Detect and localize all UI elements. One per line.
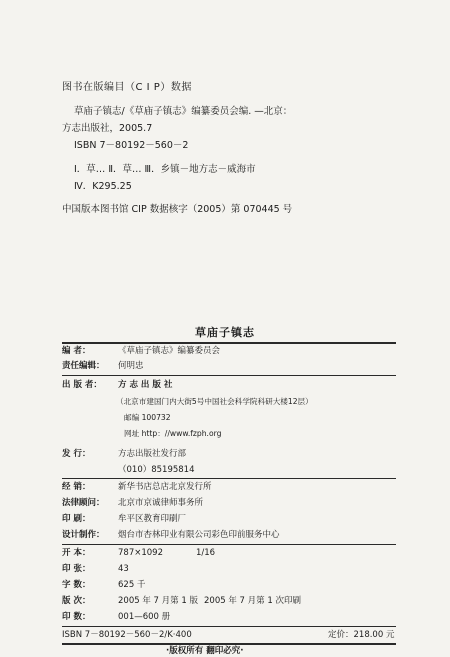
isbn-line: ISBN 7－80192－560－2/K·400 [62,630,192,640]
design-label: 设计制作： [62,530,105,540]
print-run-label: 印 数： [62,612,91,622]
cip-subjects-1: Ⅰ．草… Ⅱ．草… Ⅲ．乡镇－地方志－威海市 [74,164,256,175]
publisher-label: 出 版 者： [62,380,102,390]
rule [62,544,396,545]
cip-subjects-2: Ⅳ．K295.25 [74,181,132,192]
printing-value: 2005 年 7 月第 1 次印刷 [204,596,301,606]
top-rule [62,342,396,344]
cip-line-1: 草庙子镇志/《草庙子镇志》编纂委员会编. —北京： [74,106,293,117]
publisher-value: 方 志 出 版 社 [118,380,173,390]
cip-line-2: 方志出版社，2005.7 [62,123,153,134]
edition-label: 版 次： [62,596,91,606]
book-title: 草庙子镇志 [195,326,255,339]
word-count-label: 字 数： [62,580,91,590]
price: 定价：218.00 元 [328,630,395,640]
responsible-editor-label: 责任编辑： [62,361,105,371]
format-value: 787×1092 [118,548,163,558]
editor-value: 《草庙子镇志》编纂委员会 [118,346,221,356]
seller-label: 经 销： [62,482,91,492]
cip-heading: 图书在版编目（C I P）数据 [62,82,192,93]
legal-counsel-value: 北京市京诚律师事务所 [118,498,204,508]
design-value: 烟台市杏林印业有限公司彩色印前服务中心 [118,530,280,540]
edition-value: 2005 年 7 月第 1 版 [118,596,198,606]
rule [62,626,396,627]
cip-isbn: ISBN 7－80192－560－2 [74,140,189,151]
publisher-postcode: 邮编 100732 [124,413,171,422]
printer-value: 牟平区教育印刷厂 [118,514,187,524]
rule [62,375,396,376]
print-run-value: 001—600 册 [118,612,171,622]
cip-number: 中国版本图书馆 CIP 数据核字（2005）第 070445 号 [62,204,293,215]
printer-label: 印 刷： [62,514,91,524]
publisher-address: （北京市建国门内大街5号中国社会科学院科研大楼12层） [116,397,313,406]
distributor-label: 发 行： [62,449,91,459]
distributor-phone: （010）85195814 [118,465,195,475]
seller-value: 新华书店总店北京发行所 [118,482,212,492]
format-fraction: 1/16 [196,548,216,558]
format-label: 开 本： [62,548,91,558]
word-count-value: 625 千 [118,580,146,590]
bottom-rule [62,643,396,645]
responsible-editor-value: 何明忠 [118,361,144,371]
editor-label: 编 者： [62,346,91,356]
sheets-value: 43 [118,564,129,574]
publisher-website: 网址 http：//www.fzph.org [124,429,222,438]
rule [62,478,396,479]
legal-counsel-label: 法律顾问： [62,498,105,508]
distributor-value: 方志出版社发行部 [118,449,187,459]
rights-notice: ·版权所有 翻印必究· [166,646,244,656]
sheets-label: 印 张： [62,564,91,574]
